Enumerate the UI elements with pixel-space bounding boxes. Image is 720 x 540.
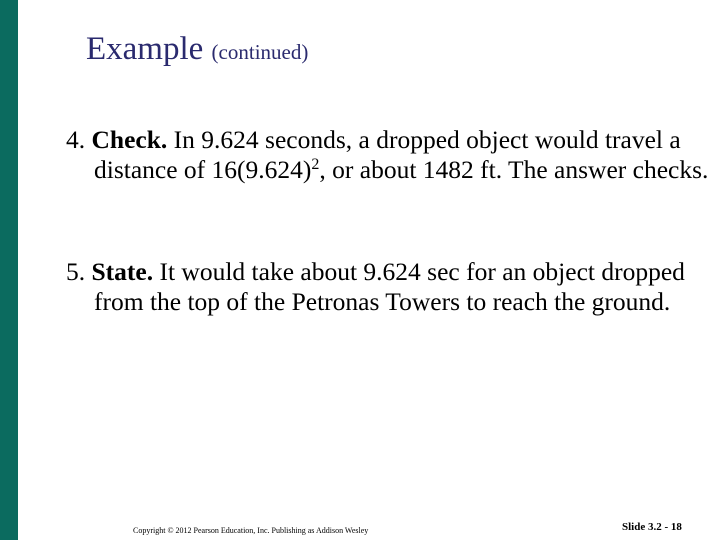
step-5-paragraph — [66, 257, 720, 317]
side-bar — [0, 0, 18, 540]
step-4-paragraph — [66, 125, 720, 185]
step-5-number: 5. — [66, 257, 86, 286]
step-4-text-b: , or about 1482 ft. The answer checks. — [319, 155, 709, 184]
slide-title — [86, 30, 308, 70]
step-4-text-a: In 9.624 seconds, a dropped object would travel a distance of 16(9.624) — [94, 125, 681, 184]
slide-number: Slide 3.2 - 18 — [622, 521, 682, 533]
step-4-number: 4. — [66, 125, 86, 154]
copyright-footer: Copyright © 2012 Pearson Education, Inc. Publishing as Addison Wesley — [133, 526, 369, 535]
step-5-text: It would take about 9.624 sec for an object dropped from the top of the Petronas Towers to reach the ground. — [94, 257, 685, 316]
title-sub: (continued) — [211, 40, 309, 64]
step-4-label: Check. — [91, 125, 168, 154]
step-4-exponent: 2 — [311, 156, 320, 173]
step-5-label: State. — [91, 257, 154, 286]
title-main: Example — [86, 31, 204, 67]
